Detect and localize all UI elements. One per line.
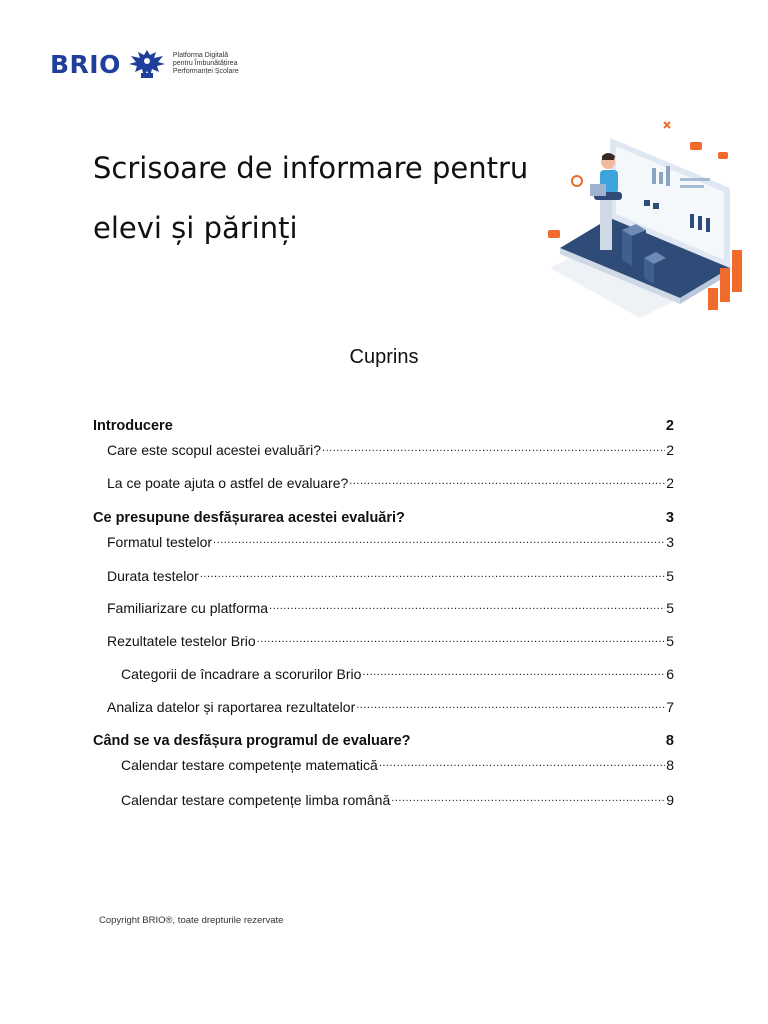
toc-entry-page: 5	[666, 600, 674, 616]
page-title	[93, 138, 553, 258]
toc-entry-label: Rezultatele testelor Brio	[107, 633, 256, 649]
brand-name: BRIO	[50, 49, 121, 79]
toc-entry-page: 3	[666, 534, 674, 550]
toc-entry-label: Calendar testare competențe limba română	[121, 792, 391, 808]
brand-tagline-line: pentru Îmbunătățirea	[172, 60, 238, 67]
toc-dot-leader	[269, 599, 665, 613]
laptop-analytics-illustration	[540, 118, 758, 328]
toc-entry-label: Familiarizare cu platforma	[107, 600, 269, 616]
page-title-line: Scrisoare de informare pentru	[93, 151, 529, 185]
toc-entry-label: Introducere	[93, 418, 173, 434]
toc-entry[interactable]	[93, 562, 674, 584]
brand-logo	[50, 46, 239, 82]
brand-tagline	[173, 52, 239, 76]
toc-entry-label: Formatul testelor	[107, 534, 213, 550]
toc-entry-page: 5	[666, 568, 674, 584]
toc-entry[interactable]	[93, 469, 674, 491]
toc-dot-leader	[362, 665, 665, 679]
toc-dot-leader	[200, 567, 665, 581]
toc-entry[interactable]	[93, 727, 674, 749]
toc-entry-label: La ce poate ajuta o astfel de evaluare?	[107, 475, 349, 491]
toc-entry-label: Durata testelor	[107, 568, 199, 584]
toc-entry[interactable]	[93, 528, 674, 550]
toc-entry[interactable]	[93, 627, 674, 649]
toc-dot-leader	[356, 698, 665, 712]
toc-dot-leader	[349, 474, 665, 488]
toc-entry[interactable]	[93, 594, 674, 616]
toc-entry[interactable]	[93, 786, 674, 808]
toc-entry-page: 8	[665, 733, 674, 749]
toc-entry-label: Ce presupune desfășurarea acestei evaluări?	[93, 510, 405, 526]
toc-entry-label: Care este scopul acestei evaluări?	[107, 442, 322, 458]
toc-entry-page: 2	[666, 475, 674, 491]
toc-dot-leader	[379, 756, 665, 770]
toc-entry-label: Categorii de încadrare a scorurilor Brio	[121, 666, 362, 682]
toc-entry-page: 3	[665, 510, 674, 526]
toc-entry-page: 2	[666, 442, 674, 458]
toc-dot-leader	[257, 632, 666, 646]
toc-dot-leader	[391, 791, 665, 805]
toc-entry[interactable]	[93, 412, 674, 434]
brand-tagline-line: Performanței Școlare	[172, 68, 239, 75]
toc-entry-page: 9	[666, 792, 674, 808]
toc-entry[interactable]	[93, 436, 674, 458]
toc-entry-page: 2	[665, 418, 674, 434]
toc-entry-label: Când se va desfășura programul de evaluare?	[93, 733, 411, 749]
toc-entry-page: 6	[666, 666, 674, 682]
toc-entry-page: 8	[666, 757, 674, 773]
toc-dot-leader	[213, 533, 665, 547]
toc-entry-page: 5	[666, 633, 674, 649]
toc-entry[interactable]	[93, 751, 674, 773]
toc-entry[interactable]	[93, 660, 674, 682]
toc-entry[interactable]	[93, 693, 674, 715]
toc-heading: Cuprins	[349, 346, 419, 368]
page-title-line: elevi și părinți	[93, 211, 298, 245]
eagle-icon	[125, 46, 169, 82]
toc-entry-label: Calendar testare competențe matematică	[121, 757, 378, 773]
toc-entry-label: Analiza datelor și raportarea rezultatelor	[107, 699, 356, 715]
toc-dot-leader	[322, 441, 665, 455]
toc-entry-page: 7	[666, 699, 674, 715]
toc-entry[interactable]	[93, 504, 674, 526]
brand-tagline-line: Platforma Digitală	[172, 52, 229, 59]
copyright-footer: Copyright BRIO®, toate drepturile rezervate	[99, 915, 284, 926]
